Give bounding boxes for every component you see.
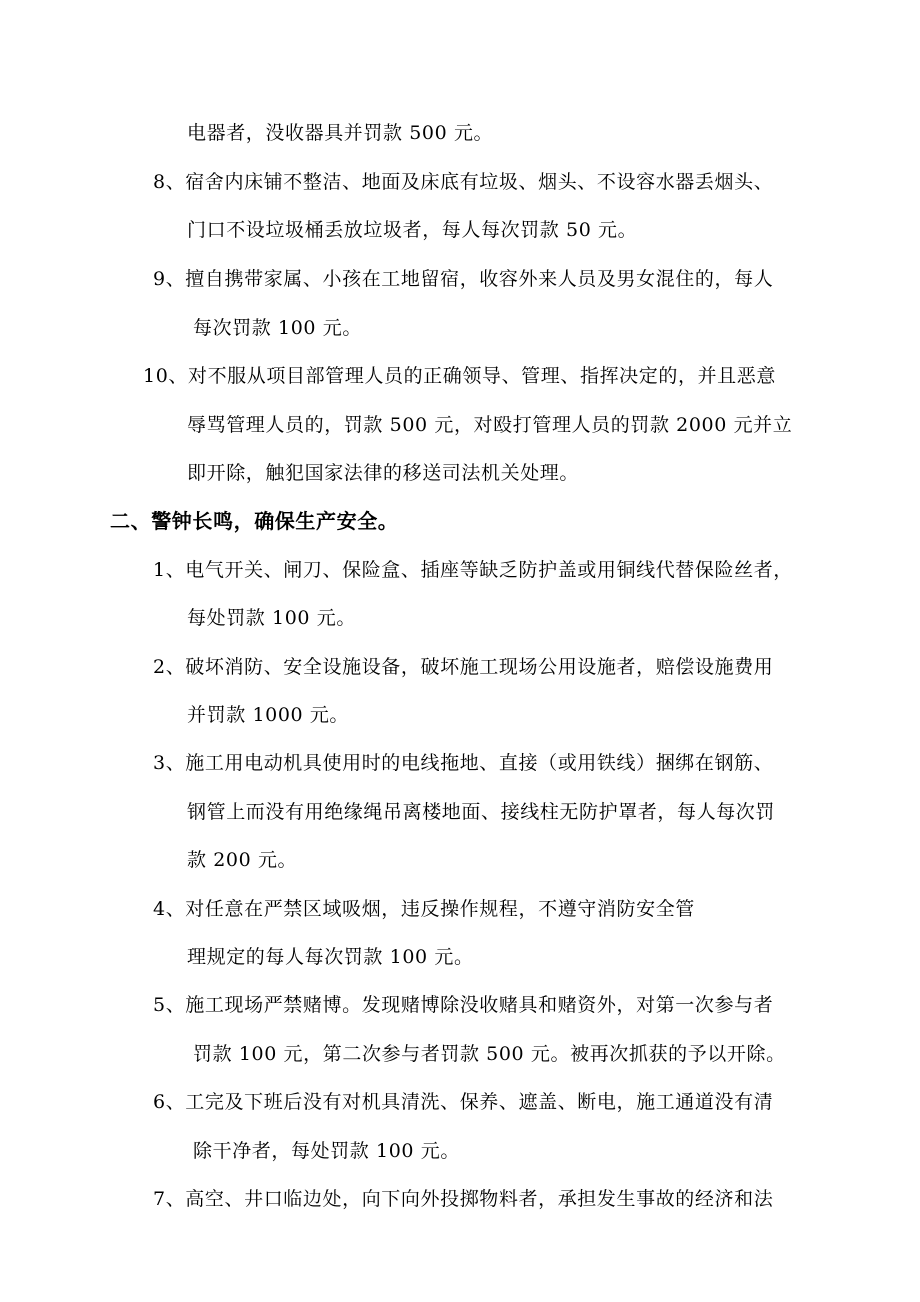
text-line: 8、宿舍内床铺不整洁、地面及床底有垃圾、烟头、不设容水器丢烟头、 [153,171,774,193]
text-line: 并罚款 1000 元。 [187,704,350,726]
text-line: 款 200 元。 [187,849,298,871]
text-line: 9、擅自携带家属、小孩在工地留宿，收容外来人员及男女混住的，每人 [153,268,774,290]
text-line: 5、施工现场严禁赌博。发现赌博除没收赌具和赌资外，对第一次参与者 [153,994,774,1016]
text-line: 2、破坏消防、安全设施设备，破坏施工现场公用设施者，赔偿设施费用 [153,656,774,678]
text-line: 罚款 100 元，第二次参与者罚款 500 元。被再次抓获的予以开除。 [193,1043,786,1065]
text-line: 7、高空、井口临边处，向下向外投掷物料者，承担发生事故的经济和法 [153,1188,774,1210]
text-line: 3、施工用电动机具使用时的电线拖地、直接（或用铁线）捆绑在钢筋、 [153,752,774,774]
section-heading: 二、警钟长鸣，确保生产安全。 [110,509,399,533]
text-line: 每次罚款 100 元。 [193,317,362,339]
text-line: 6、工完及下班后没有对机具清洗、保养、遮盖、断电，施工通道没有清 [153,1091,774,1113]
text-line: 4、对任意在严禁区域吸烟，违反操作规程，不遵守消防安全管 [153,898,695,920]
text-line: 即开除，触犯国家法律的移送司法机关处理。 [187,462,580,484]
text-line: 钢管上而没有用绝缘绳吊离楼地面、接线柱无防护罩者，每人每次罚 [187,801,776,823]
text-line: 10、对不服从项目部管理人员的正确领导、管理、指挥决定的，并且恶意 [143,365,776,387]
text-line: 辱骂管理人员的，罚款 500 元，对殴打管理人员的罚款 2000 元并立 [187,414,793,436]
text-line: 电器者，没收器具并罚款 500 元。 [187,122,494,144]
text-line: 理规定的每人每次罚款 100 元。 [187,946,474,968]
text-line: 1、电气开关、闸刀、保险盒、插座等缺乏防护盖或用铜线代替保险丝者， [153,559,793,581]
text-line: 除干净者，每处罚款 100 元。 [193,1140,460,1162]
text-line: 每处罚款 100 元。 [187,607,356,629]
text-line: 门口不设垃圾桶丢放垃圾者，每人每次罚款 50 元。 [187,219,638,241]
